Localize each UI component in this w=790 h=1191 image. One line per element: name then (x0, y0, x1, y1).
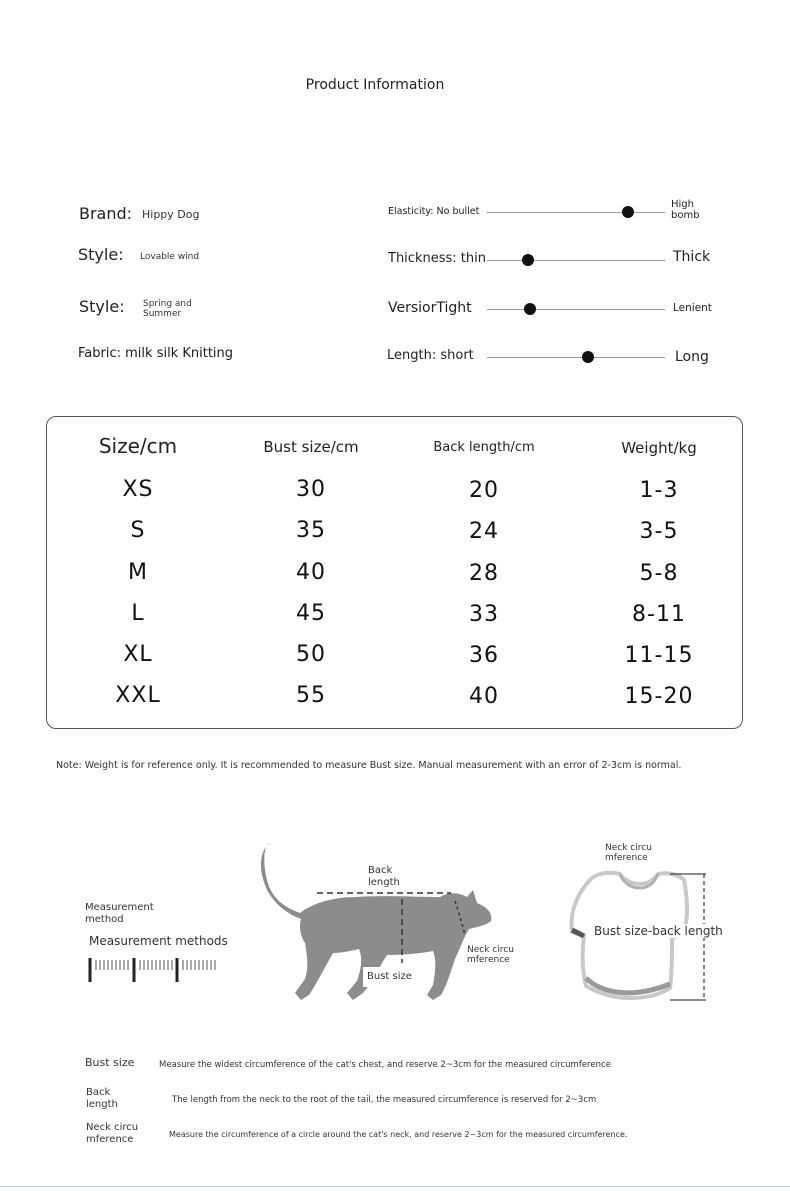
table-cell-size: XS (122, 477, 154, 502)
table-cell-weight: 15-20 (624, 684, 694, 709)
table-cell-back: 36 (469, 643, 499, 668)
table-header-size: Size/cm (98, 434, 178, 458)
fabric-label: Fabric: (78, 346, 121, 361)
bottom-divider (0, 1186, 790, 1187)
slider-elasticity-knob (622, 206, 634, 218)
slider-length-track (487, 357, 665, 358)
definition-label-back: Back length (86, 1087, 118, 1110)
table-cell-size: M (128, 560, 148, 585)
table-cell-back: 40 (469, 684, 499, 709)
style-value-1: Lovable wind (140, 252, 200, 262)
brand-label: Brand: (79, 204, 133, 223)
ruler-icon (87, 956, 219, 984)
table-cell-weight: 8-11 (632, 602, 686, 627)
style-label-1: Style: (78, 245, 124, 264)
table-header-back: Back length/cm (433, 440, 535, 455)
slider-version-track (487, 309, 665, 310)
table-cell-back: 33 (469, 602, 499, 627)
cat-bust-size-label: Bust size (367, 971, 412, 982)
slider-thickness-track (487, 260, 665, 261)
slider-elasticity-label: Elasticity: No bullet (388, 206, 480, 217)
table-cell-weight: 3-5 (639, 519, 679, 544)
brand-value: Hippy Dog (142, 208, 200, 221)
definition-text-neck: Measure the circumference of a circle around the cat's neck, and reserve 2~3cm for the measured circumference. (169, 1130, 628, 1139)
slider-version-label: VersiorTight (388, 300, 472, 316)
shirt-bust-back-label: Bust size-back length (594, 924, 723, 938)
table-cell-bust: 30 (296, 477, 326, 502)
slider-elasticity-end: High bomb (671, 199, 700, 221)
fabric-value: milk silk Knitting (125, 346, 234, 361)
table-cell-bust: 35 (296, 518, 326, 543)
page-title: Product Information (305, 77, 445, 93)
table-cell-weight: 1-3 (639, 478, 679, 503)
table-cell-back: 20 (469, 478, 499, 503)
table-cell-bust: 45 (296, 601, 326, 626)
definition-text-bust: Measure the widest circumference of the cat's chest, and reserve 2~3cm for the measured circumference (159, 1060, 611, 1070)
table-cell-weight: 5-8 (639, 561, 679, 586)
shirt-neck-label: Neck circu mference (605, 843, 652, 863)
table-cell-size: XL (123, 642, 153, 667)
cat-neck-label: Neck circu mference (467, 945, 514, 965)
table-cell-back: 28 (469, 561, 499, 586)
slider-thickness-end: Thick (673, 249, 711, 265)
cat-back-length-label: Back length (368, 865, 400, 888)
slider-thickness-knob (522, 254, 534, 266)
fabric-row (78, 346, 233, 361)
style-label-2: Style: (79, 297, 125, 316)
slider-version-knob (524, 303, 536, 315)
definition-label-bust: Bust size (85, 1056, 135, 1069)
measurement-methods-label: Measurement methods (89, 934, 228, 948)
table-cell-bust: 40 (296, 560, 326, 585)
table-header-weight: Weight/kg (621, 439, 697, 457)
style-value-2: Spring and Summer (143, 299, 192, 319)
table-cell-weight: 11-15 (624, 643, 694, 668)
definition-text-back: The length from the neck to the root of the tail, the measured circumference is reserved for 2~3cm (172, 1095, 597, 1105)
weight-note: Note: Weight is for reference only. It is recommended to measure Bust size. Manual measurement with an error of 2-3cm is normal. (56, 760, 682, 771)
slider-elasticity-track (487, 212, 665, 213)
slider-version-end: Lenient (673, 302, 712, 314)
slider-length-knob (582, 351, 594, 363)
measurement-method-label: Measurement method (85, 902, 154, 925)
table-header-bust: Bust size/cm (263, 438, 359, 456)
slider-thickness-label: Thickness: thin (388, 251, 486, 266)
table-cell-back: 24 (469, 519, 499, 544)
table-cell-size: L (131, 601, 145, 626)
table-cell-size: S (130, 518, 146, 543)
table-cell-bust: 55 (296, 683, 326, 708)
table-cell-size: XXL (115, 683, 161, 708)
slider-length-label: Length: short (387, 348, 474, 363)
definition-label-neck: Neck circu mference (86, 1122, 139, 1145)
slider-length-end: Long (675, 349, 709, 365)
table-cell-bust: 50 (296, 642, 326, 667)
